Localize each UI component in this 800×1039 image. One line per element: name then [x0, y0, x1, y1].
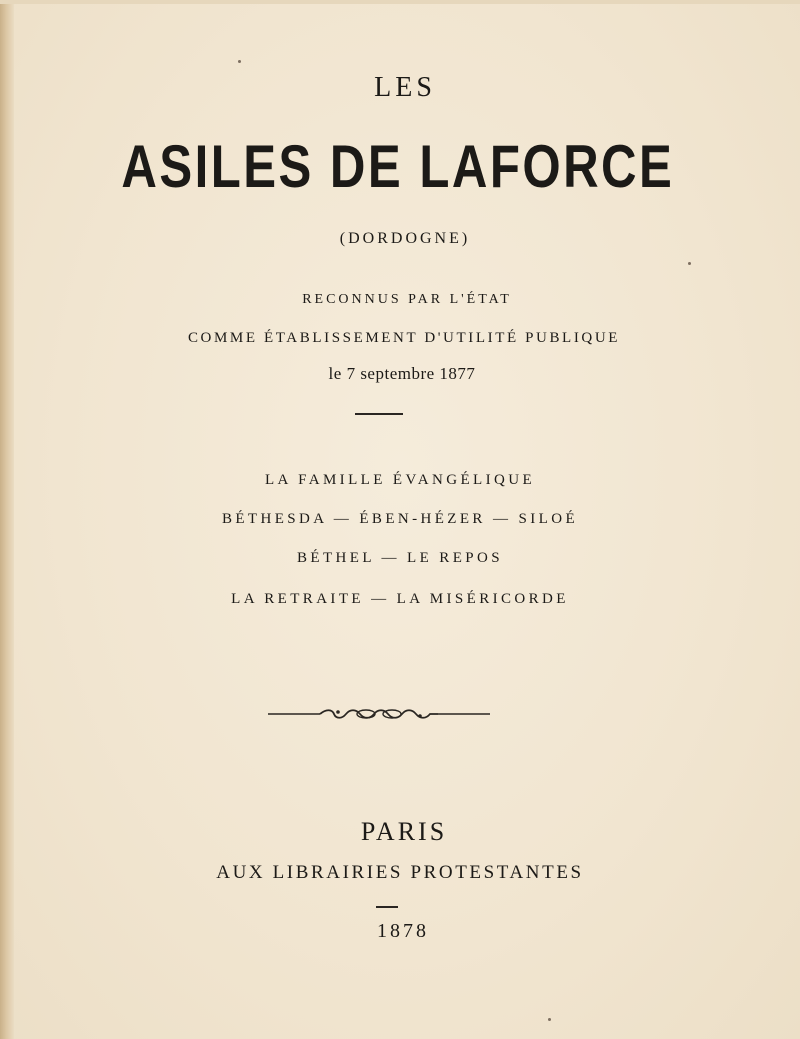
house-line-4: LA RETRAITE — LA MISÉRICORDE	[231, 591, 569, 607]
establishment-line: COMME ÉTABLISSEMENT D'UTILITÉ PUBLIQUE	[187, 330, 621, 346]
publication-place: PARIS	[360, 817, 448, 846]
publication-year: 1878	[377, 920, 429, 942]
house-line-1: LA FAMILLE ÉVANGÉLIQUE	[264, 472, 536, 488]
recognition-line: RECONNUS PAR L'ÉTAT	[302, 292, 512, 307]
date-line: le 7 septembre 1877	[328, 364, 476, 383]
main-title: ASILES DE LAFORCE	[121, 133, 675, 200]
region-subtitle: (DORDOGNE)	[339, 230, 471, 247]
short-rule-divider	[355, 413, 403, 415]
house-line-2: BÉTHESDA — ÉBEN-HÉZER — SILOÉ	[221, 511, 579, 527]
paper-speck	[688, 262, 691, 265]
publisher-name: AUX LIBRAIRIES PROTESTANTES	[216, 862, 584, 883]
title-kicker: LES	[374, 72, 436, 103]
paper-speck	[548, 1018, 551, 1021]
page-top-edge	[0, 0, 800, 4]
small-dash-divider	[376, 906, 398, 908]
ornament-divider-icon	[268, 700, 490, 728]
paper-speck	[238, 60, 241, 63]
house-line-3: BÉTHEL — LE REPOS	[297, 550, 503, 566]
